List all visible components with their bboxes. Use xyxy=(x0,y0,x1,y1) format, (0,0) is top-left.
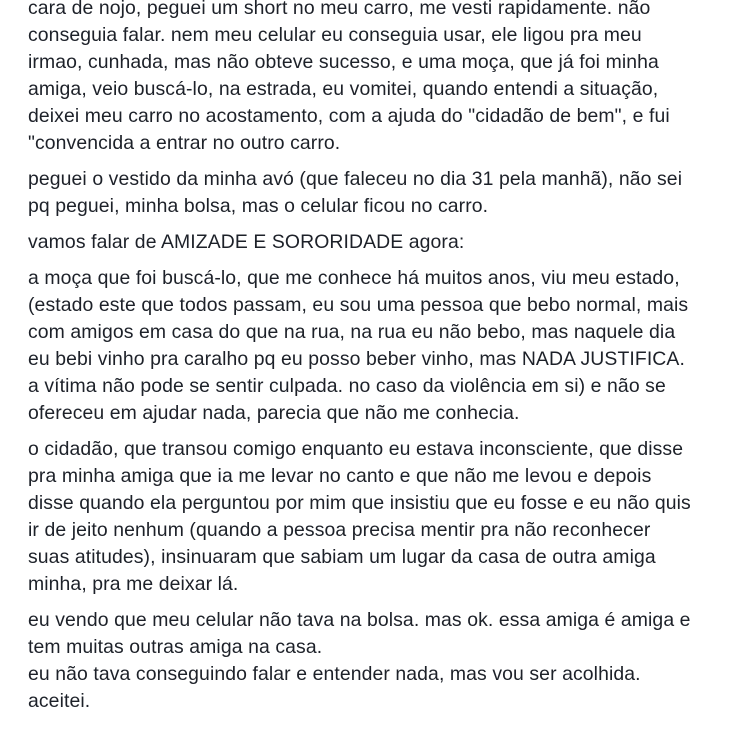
paragraph xyxy=(28,166,738,220)
text-line: conseguia falar. nem meu celular eu conseguia usar, ele ligou pra meu xyxy=(28,24,642,46)
text-line: (estado este que todos passam, eu sou uma pessoa que bebo normal, mais xyxy=(28,294,689,316)
post-body xyxy=(28,0,738,724)
text-line: cara de nojo, peguei um short no meu carro, me vesti rapidamente. não xyxy=(28,0,651,19)
text-line: aceitei. xyxy=(28,690,91,712)
text-line: ir de jeito nenhum (quando a pessoa precisa mentir pra não reconhecer xyxy=(28,519,651,541)
text-line: tem muitas outras amiga na casa. xyxy=(28,636,323,658)
text-line: vamos falar de AMIZADE E SORORIDADE agora: xyxy=(28,231,465,253)
text-line: a moça que foi buscá-lo, que me conhece há muitos anos, viu meu estado, xyxy=(28,267,680,289)
paragraph xyxy=(28,436,738,598)
text-line: ofereceu em ajudar nada, parecia que não me conhecia. xyxy=(28,402,520,424)
text-line: "convencida a entrar no outro carro. xyxy=(28,132,341,154)
text-line: pra minha amiga que ia me levar no canto e que não me levou e depois xyxy=(28,465,652,487)
text-line: disse quando ela perguntou por mim que insistiu que eu fosse e eu não quis xyxy=(28,492,691,514)
text-line: eu bebi vinho pra caralho pq eu posso beber vinho, mas NADA JUSTIFICA. xyxy=(28,348,685,370)
paragraph xyxy=(28,607,738,715)
text-line: irmao, cunhada, mas não obteve sucesso, e uma moça, que já foi minha xyxy=(28,51,659,73)
paragraph xyxy=(28,0,738,157)
text-line: deixei meu carro no acostamento, com a ajuda do "cidadão de bem", e fui xyxy=(28,105,670,127)
text-line: com amigos em casa do que na rua, na rua eu não bebo, mas naquele dia xyxy=(28,321,676,343)
text-line: eu vendo que meu celular não tava na bolsa. mas ok. essa amiga é amiga e xyxy=(28,609,691,631)
text-line: peguei o vestido da minha avó (que faleceu no dia 31 pela manhã), não sei xyxy=(28,168,683,190)
text-line: a vítima não pode se sentir culpada. no caso da violência em si) e não se xyxy=(28,375,666,397)
paragraph xyxy=(28,265,738,427)
text-line: amiga, veio buscá-lo, na estrada, eu vomitei, quando entendi a situação, xyxy=(28,78,659,100)
text-line: pq peguei, minha bolsa, mas o celular ficou no carro. xyxy=(28,195,489,217)
text-line: o cidadão, que transou comigo enquanto eu estava inconsciente, que disse xyxy=(28,438,684,460)
text-line: eu não tava conseguindo falar e entender nada, mas vou ser acolhida. xyxy=(28,663,641,685)
paragraph xyxy=(28,229,738,256)
text-line: suas atitudes), insinuaram que sabiam um lugar da casa de outra amiga xyxy=(28,546,656,568)
text-line: minha, pra me deixar lá. xyxy=(28,573,239,595)
